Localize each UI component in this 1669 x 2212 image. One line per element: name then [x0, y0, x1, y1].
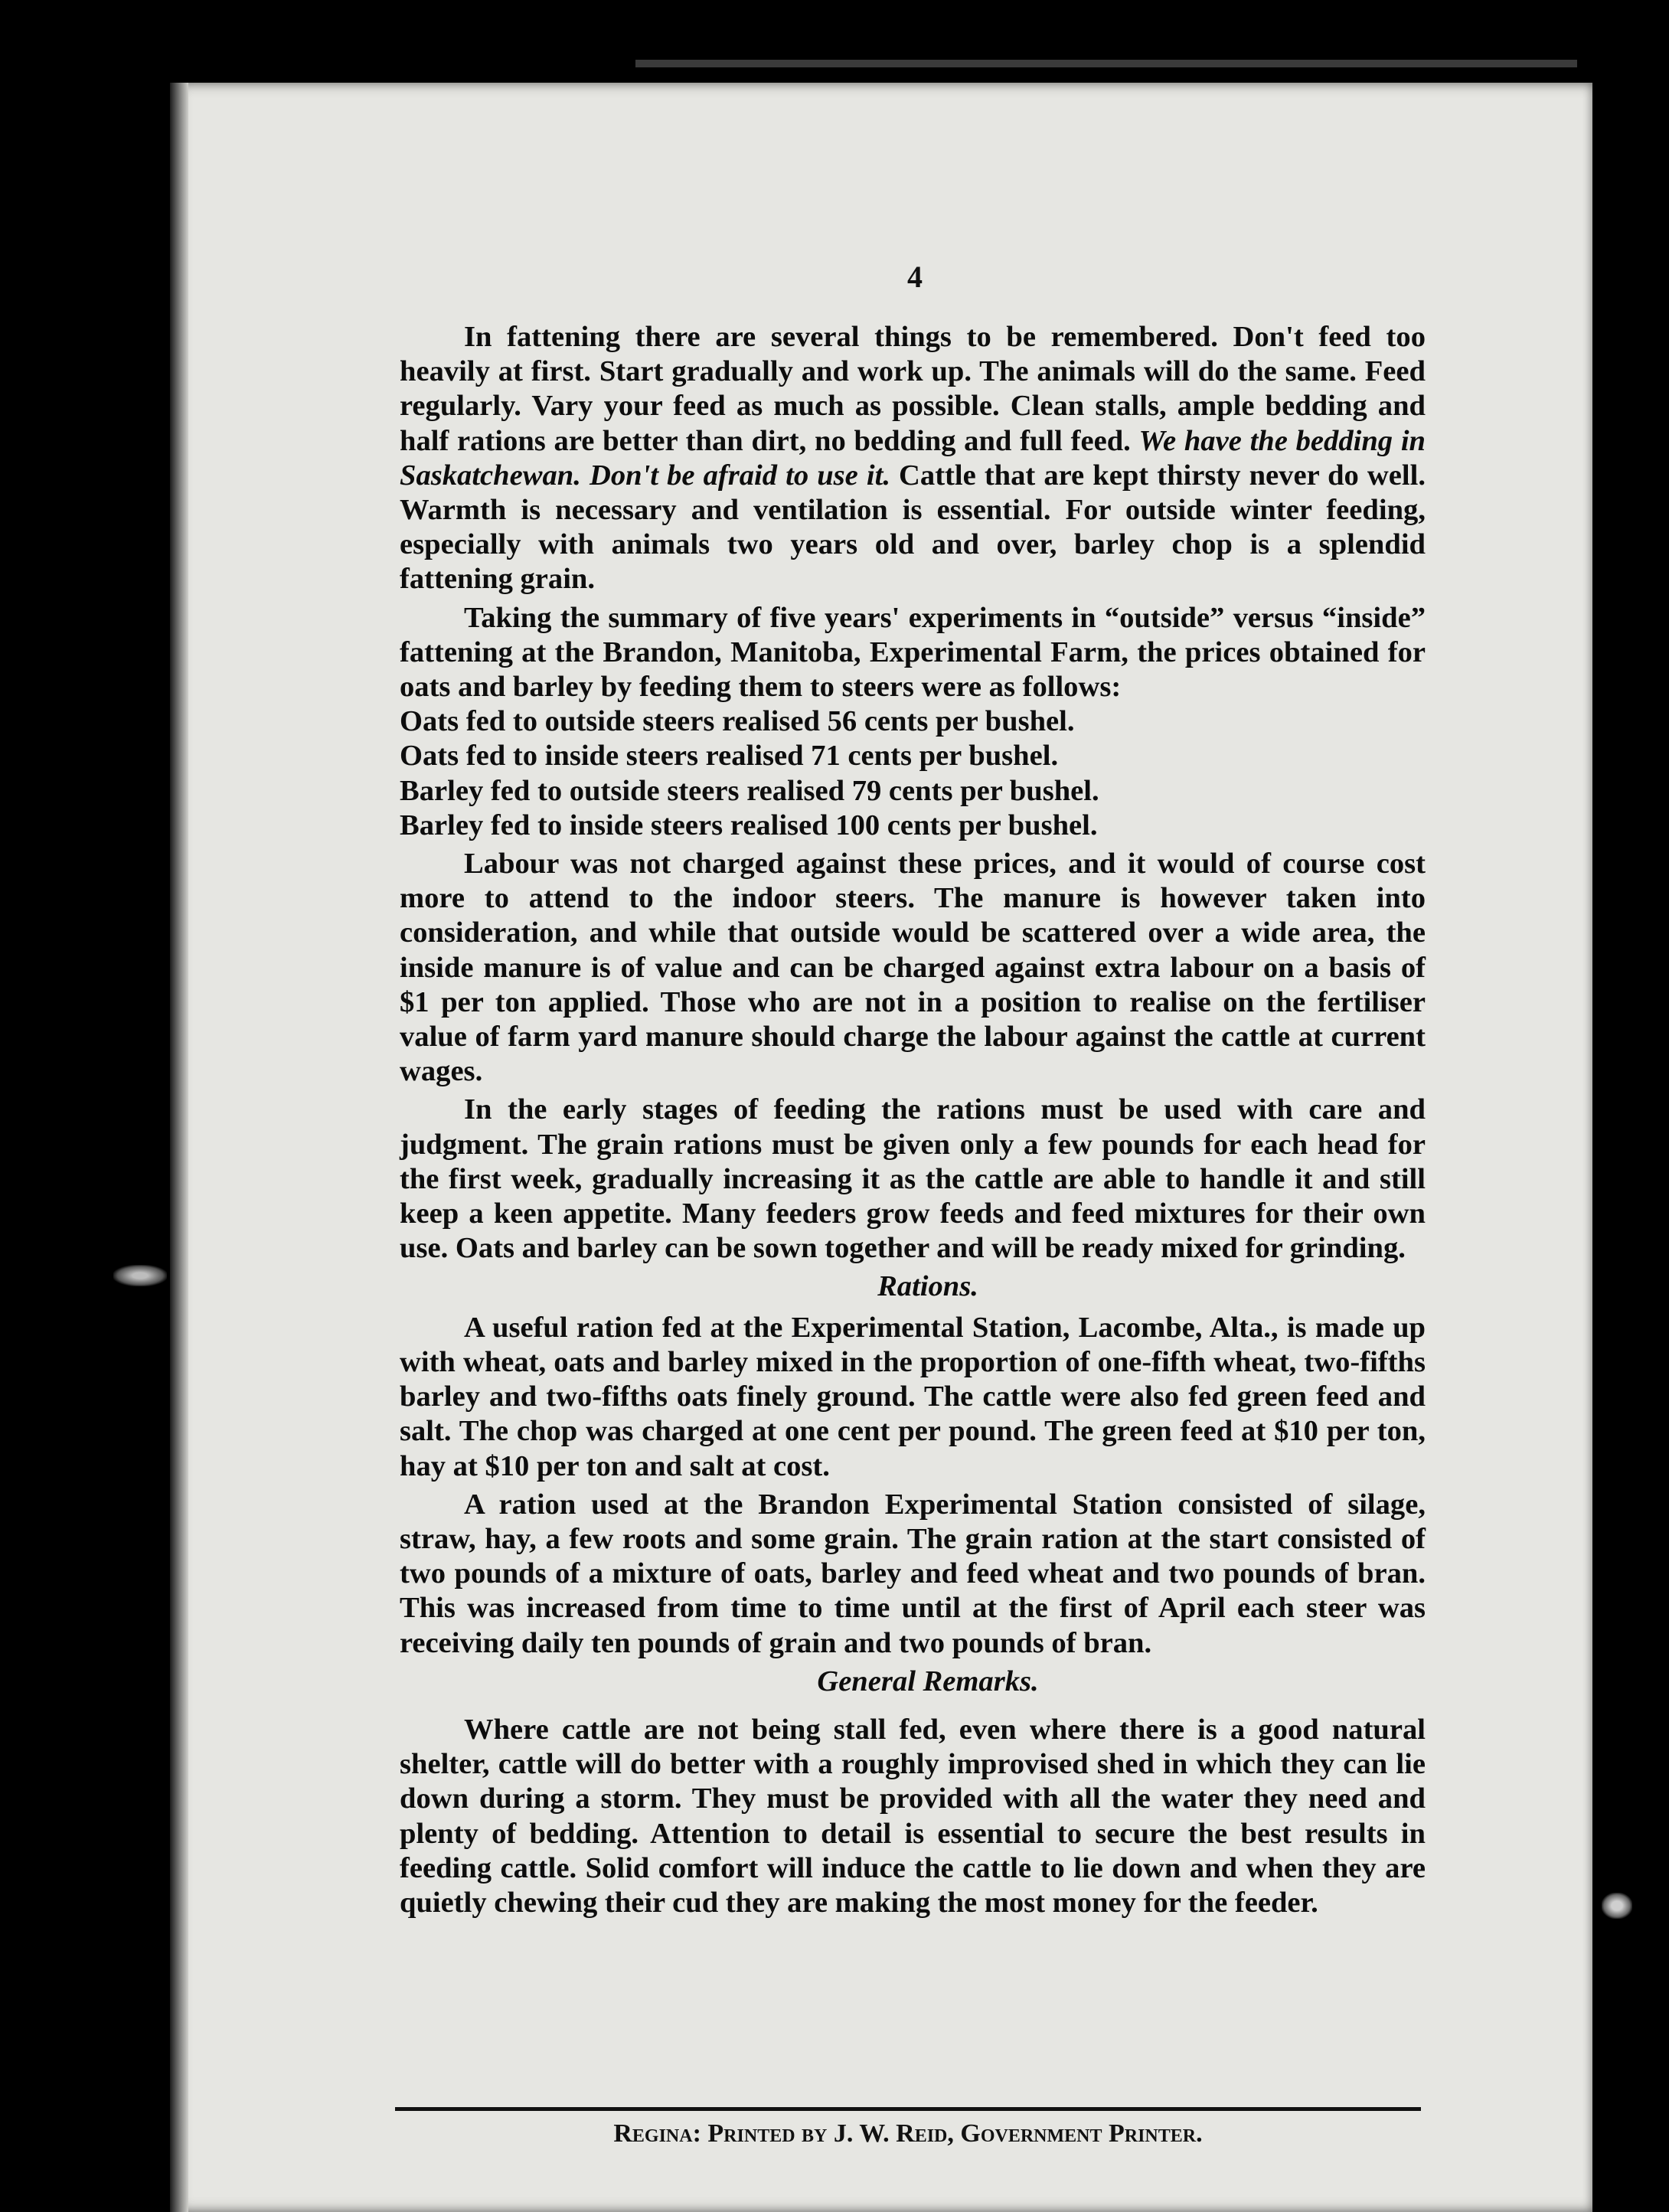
page-number: 4: [907, 260, 923, 294]
result-line: Oats fed to outside steers realised 56 cents per bushel.: [400, 705, 1075, 738]
section-heading-rations: Rations.: [877, 1270, 978, 1303]
paragraph: In the early stages of feeding the rations must be used with care and judgment. The grain rations must be given only a few pounds for each head for the first week, gradually increasing it as the cattle are able to handle it and still keep a keen appetite. Many feeders grow feeds and feed mixtures for their own use. Oats and barley can be sown together and will be ready mixed for grinding.: [400, 1093, 1426, 1265]
film-edge-line: [635, 60, 1577, 67]
paragraph: Where cattle are not being stall fed, even where there is a good natural shelter, cattle will do better with a roughly improvised shed in which they can lie down during a storm. They must be provided with all the water they need and plenty of bedding. Attention to detail is essential to secure the best results in feeding cattle. Solid comfort will induce the cattle to lie down and when they are quietly chewing their cud they are making the most money for the feeder.: [400, 1713, 1426, 1919]
paragraph-text: Cattle that are kept thirsty never do well. Warmth is necessary and ventilation is essential. For outside winter feeding, especially with animals two years old and over, barley chop is a splendid fattening grain.: [400, 459, 1426, 596]
paragraph: A ration used at the Brandon Experimental Station consisted of silage, straw, hay, a few roots and some grain. The grain ration at the start consisted of two pounds of a mixture of oats, barley and feed wheat and two pounds of bran. This was increased from time to time until at the first of April each steer was receiving daily ten pounds of grain and two pounds of bran.: [400, 1488, 1426, 1659]
body-text: [400, 320, 1426, 1924]
printer-imprint: Regina: Printed by J. W. Reid, Government Printer.: [613, 2119, 1203, 2148]
film-speck: [113, 1265, 167, 1286]
film-speck: [1602, 1893, 1632, 1919]
paragraph: [400, 320, 1426, 597]
paragraph: Taking the summary of five years' experiments in “outside” versus “inside” fattening at the Brandon, Manitoba, Experimental Farm, the prices obtained for oats and barley by feeding them to steers were as follows:: [400, 601, 1426, 704]
result-line: Barley fed to outside steers realised 79 cents per bushel.: [400, 774, 1099, 807]
paragraph-text: In fattening there are several things to be remembered. Don't feed too heavily at first. Start gradually and work up. The animals will do the same. Feed regularly. Vary your feed as much as possible. Clean stalls, ample bedding and half rations are better than dirt, no bedding and full feed.: [400, 321, 1426, 457]
page-binding-edge: [170, 83, 188, 2212]
footer-rule: [395, 2107, 1421, 2111]
result-line: Oats fed to inside steers realised 71 cents per bushel.: [400, 740, 1059, 773]
paragraph: A useful ration fed at the Experimental Station, Lacombe, Alta., is made up with wheat, oats and barley mixed in the proportion of one-fifth wheat, two-fifths barley and two-fifths oats finely ground. The cattle were also fed green feed and salt. The chop was charged at one cent per pound. The green feed at $10 per ton, hay at $10 per ton and salt at cost.: [400, 1311, 1426, 1482]
paragraph: Labour was not charged against these prices, and it would of course cost more to attend to the indoor steers. The manure is however taken into consideration, and while that outside would be scattered over a wide area, the inside manure is of value and can be charged against extra labour on a basis of $1 per ton applied. Those who are not in a position to realise on the fertiliser value of farm yard manure should charge the labour against the cattle at current wages.: [400, 848, 1426, 1088]
emphasis-text: We have the bedding in Saskatchewan. Don't be afraid to use it.: [400, 424, 1426, 492]
result-line: Barley fed to inside steers realised 100 cents per bushel.: [400, 809, 1098, 841]
section-heading-general-remarks: General Remarks.: [817, 1665, 1039, 1697]
